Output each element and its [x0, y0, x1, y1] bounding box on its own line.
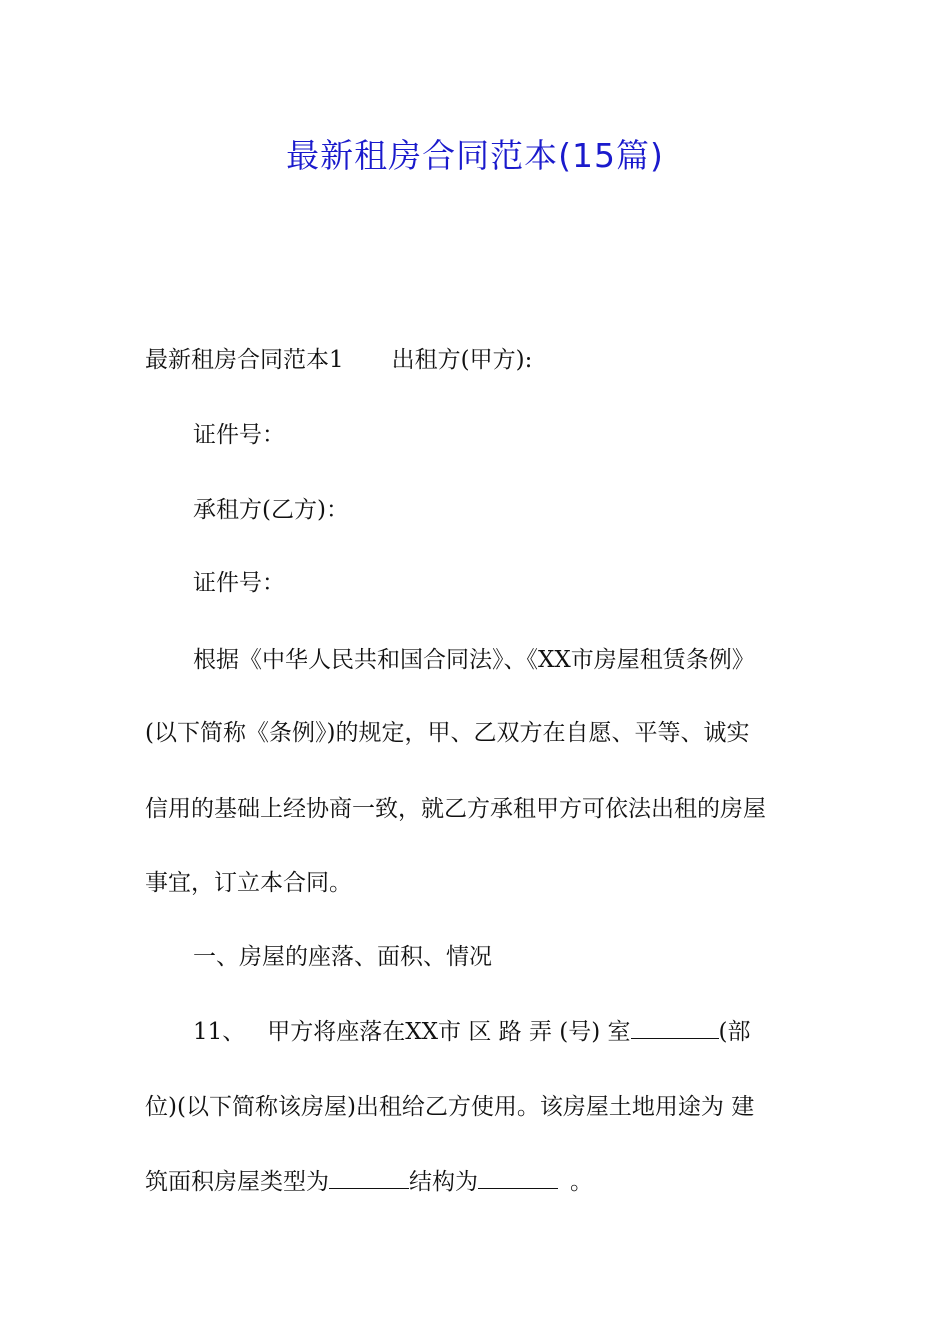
clause-text-tail: (部	[718, 1019, 751, 1045]
lessor-label: 出租方(甲方):	[391, 347, 533, 373]
paragraph-line: 事宜，订立本合同。	[145, 870, 352, 896]
lessee-label: 承租方(乙方)：	[193, 497, 349, 523]
clause-end: 。	[570, 1169, 593, 1195]
contract-heading-line	[145, 345, 810, 375]
paragraph-line: 根据《中华人民共和国合同法》、《XX市房屋租赁条例》	[193, 647, 755, 673]
clause-number: 11、	[193, 1019, 246, 1045]
clause-line	[193, 1016, 858, 1047]
fill-blank	[631, 1016, 719, 1039]
contract-number-label: 最新租房合同范本1	[145, 347, 344, 373]
lessee-id-label: 证件号：	[193, 570, 285, 596]
paragraph-line: 信用的基础上经协商一致，就乙方承租甲方可依法出租的房屋	[145, 796, 766, 822]
clause-text: 结构为	[409, 1169, 478, 1195]
lessor-id-label: 证件号：	[193, 422, 285, 448]
clause-line	[145, 1166, 810, 1197]
document-title: 最新租房合同范本(15篇)	[286, 136, 664, 175]
fill-blank	[478, 1166, 558, 1189]
paragraph-line: (以下简称《条例》)的规定，甲、乙双方在自愿、平等、诚实	[145, 720, 750, 746]
fill-blank	[329, 1166, 409, 1189]
clause-text: 甲方将座落在XX市 区 路 弄 (号) 室	[267, 1019, 631, 1045]
clause-text: 筑面积房屋类型为	[145, 1169, 329, 1195]
clause-line: 位)(以下简称该房屋)出租给乙方使用。该房屋土地用途为 建	[145, 1094, 755, 1120]
section-heading: 一、房屋的座落、面积、情况	[193, 944, 492, 970]
